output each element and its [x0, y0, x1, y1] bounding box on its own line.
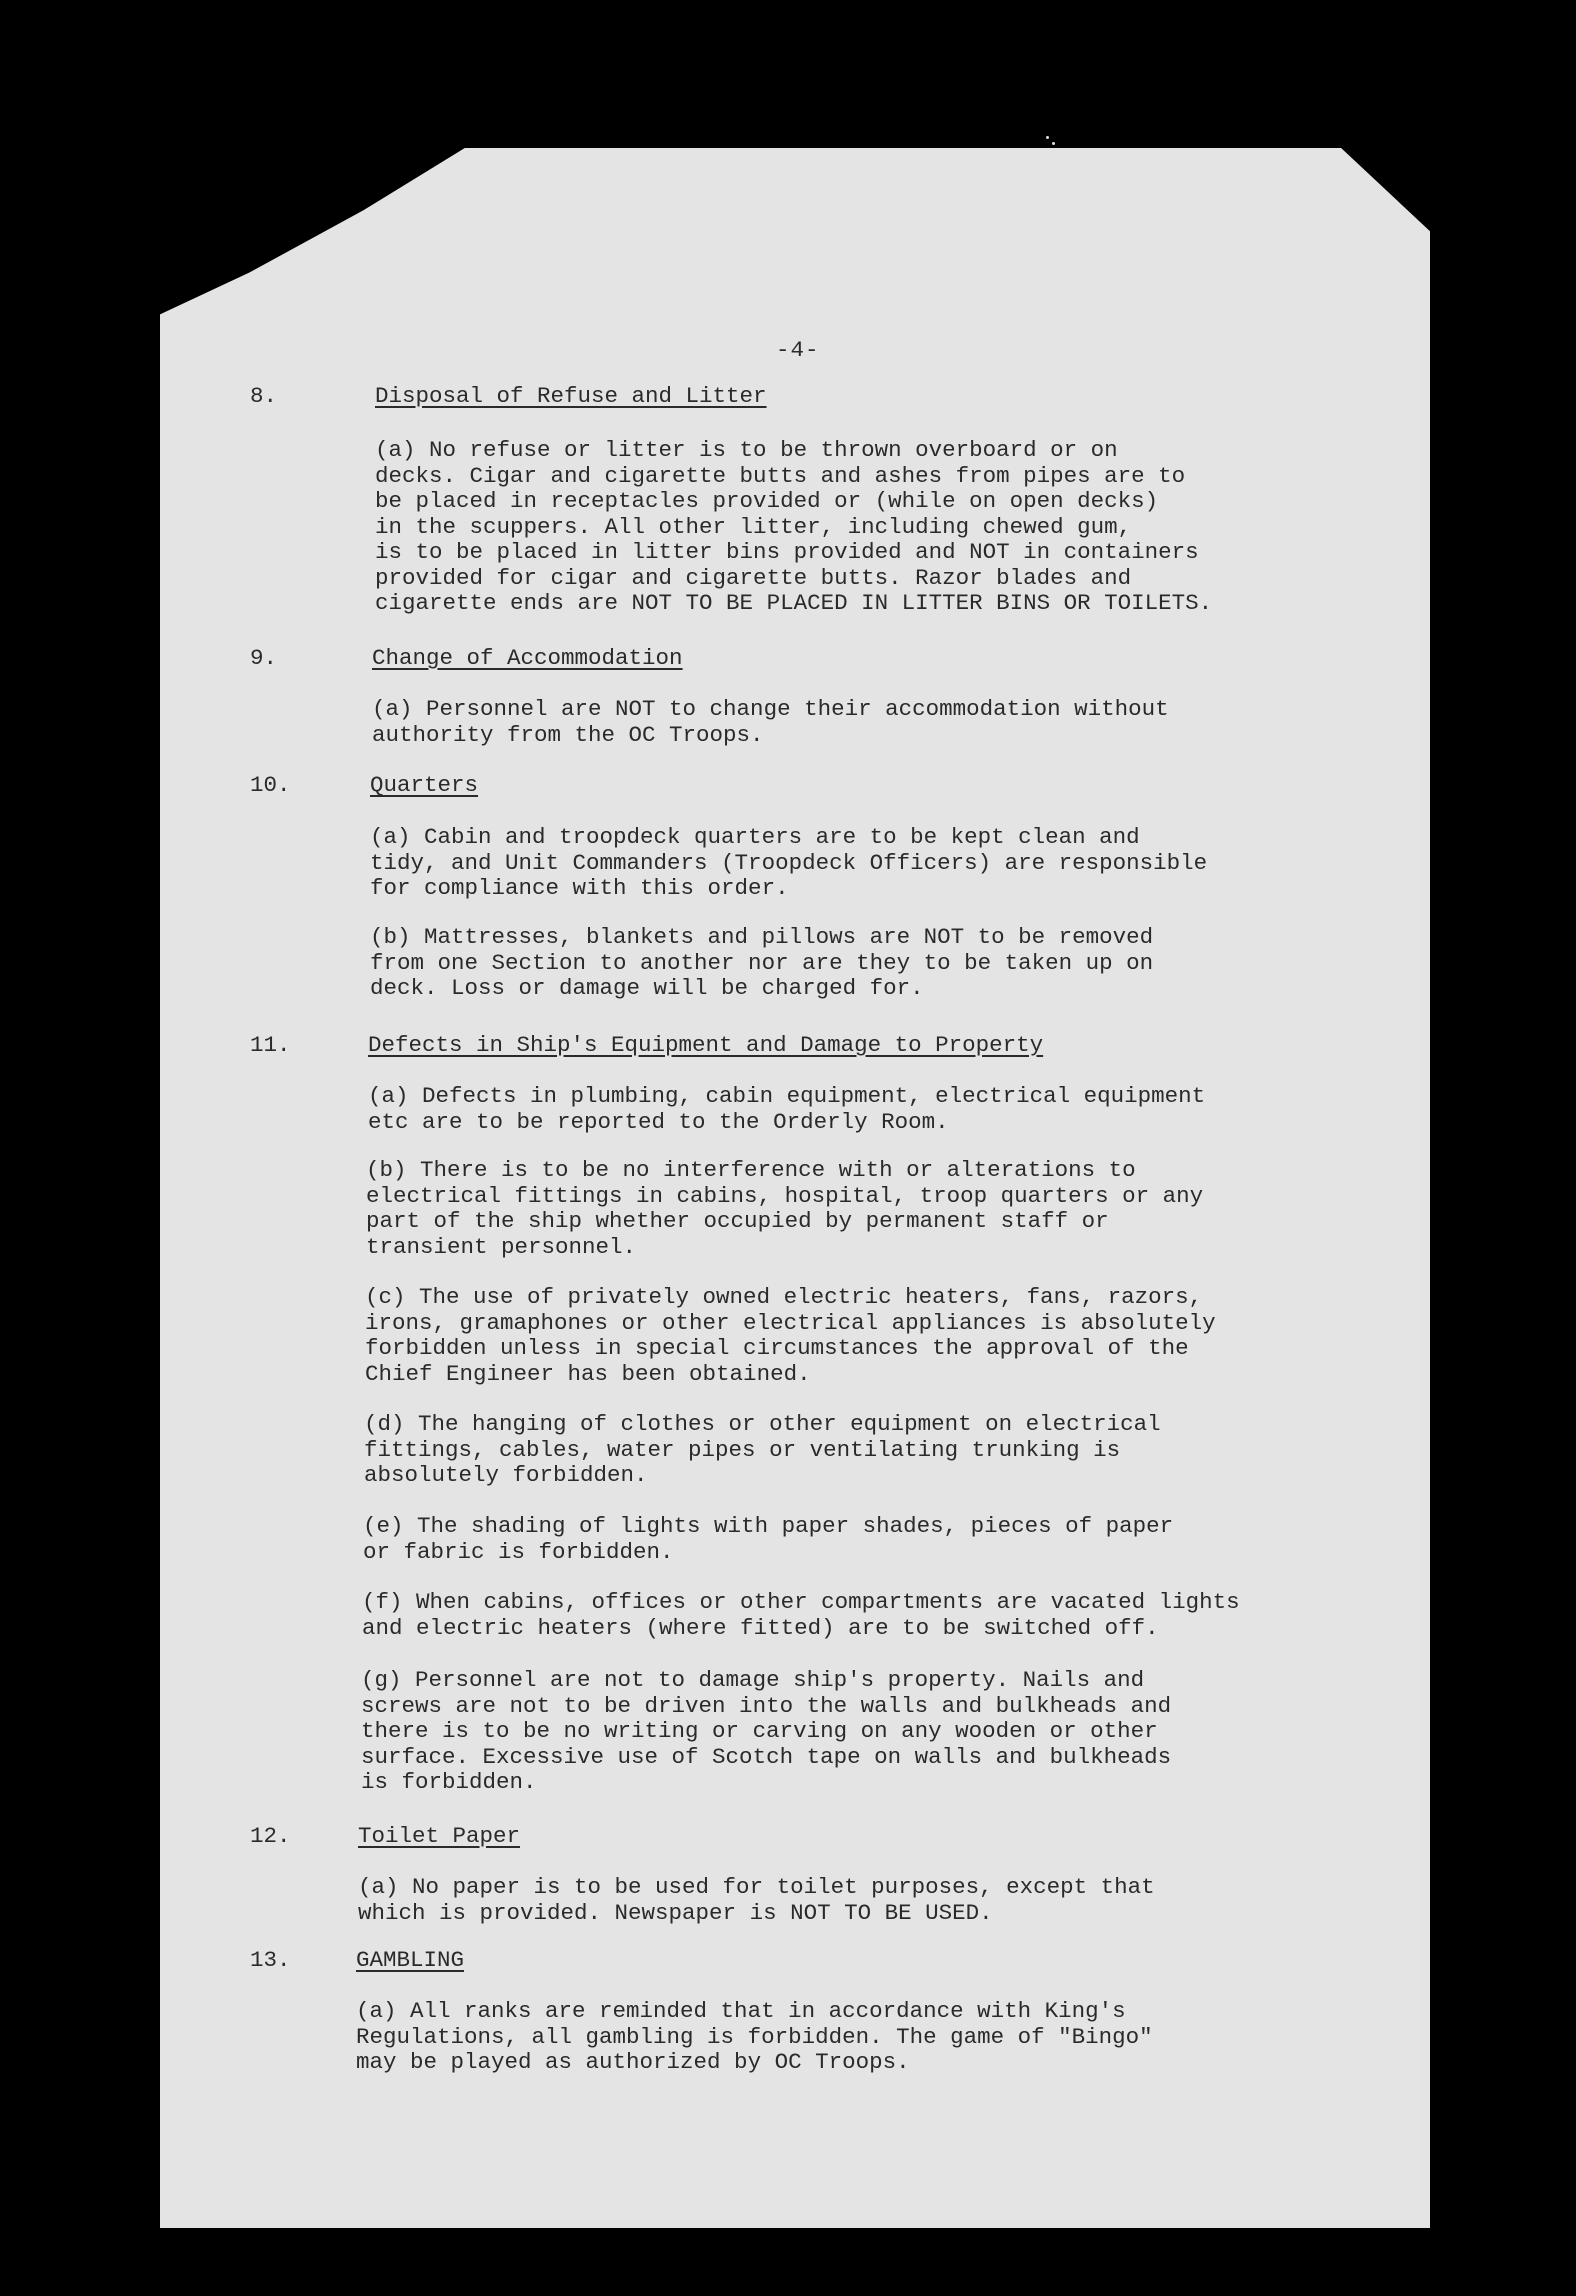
page-number: -4- [776, 337, 820, 363]
paragraph-10a: (a) Cabin and troopdeck quarters are to be kept clean and tidy, and Unit Commanders (Troopdeck Officers) are responsible for compliance with this order. [370, 824, 1208, 901]
paragraph-11b: (b) There is to be no interference with or alterations to electrical fittings in cabins, hospital, troop quarters or any part of the ship whether occupied by permanent staff or transient personnel. [366, 1157, 1204, 1260]
section-number: 13. [250, 1947, 291, 1973]
paragraph-10b: (b) Mattresses, blankets and pillows are NOT to be removed from one Section to another nor are they to be taken up on deck. Loss or damage will be charged for. [370, 924, 1154, 1001]
section-title: GAMBLING [356, 1947, 465, 1973]
paragraph-8a: (a) No refuse or litter is to be thrown overboard or on decks. Cigar and cigarette butts and ashes from pipes are to be placed in receptacles provided or (while on open decks) in the scuppers. All other litter, including chewed gum, is to be placed in litter bins provided and NOT in containers provided for cigar and cigarette butts. Razor blades and cigarette ends are NOT TO BE PLACED IN LITTER BINS OR TOILETS. [375, 437, 1213, 616]
paragraph-11d: (d) The hanging of clothes or other equipment on electrical fittings, cables, water pipes or ventilating trunking is absolutely forbidden. [364, 1411, 1161, 1488]
section-title: Toilet Paper [358, 1823, 521, 1849]
section-title: Change of Accommodation [372, 645, 683, 671]
paragraph-11f: (f) When cabins, offices or other compartments are vacated lights and electric heaters (where fitted) are to be switched off. [362, 1589, 1240, 1641]
section-title: Defects in Ship's Equipment and Damage to Property [368, 1032, 1044, 1058]
paragraph-9a: (a) Personnel are NOT to change their accommodation without authority from the OC Troops. [372, 696, 1169, 748]
section-number: 11. [250, 1032, 291, 1058]
section-number: 12. [250, 1823, 291, 1849]
paragraph-11c: (c) The use of privately owned electric heaters, fans, razors, irons, gramaphones or other electrical appliances is absolutely forbidden unless in special circumstances the approval of the Chief Engineer has been obtained. [365, 1284, 1216, 1387]
section-title: Disposal of Refuse and Litter [375, 383, 767, 409]
paragraph-11e: (e) The shading of lights with paper shades, pieces of paper or fabric is forbidden. [363, 1513, 1174, 1565]
section-number: 9. [250, 645, 278, 671]
section-number: 8. [250, 383, 278, 409]
paragraph-11g: (g) Personnel are not to damage ship's property. Nails and screws are not to be driven into the walls and bulkheads and there is to be no writing or carving on any wooden or other surface. Excessive use of Scotch tape on walls and bulkheads is forbidden. [361, 1667, 1172, 1795]
section-number: 10. [250, 772, 291, 798]
paragraph-13a: (a) All ranks are reminded that in accordance with King's Regulations, all gambling is forbidden. The game of "Bingo" may be played as authorized by OC Troops. [356, 1998, 1153, 2075]
section-title: Quarters [370, 772, 479, 798]
paragraph-11a: (a) Defects in plumbing, cabin equipment, electrical equipment etc are to be reported to the Orderly Room. [368, 1083, 1206, 1135]
paragraph-12a: (a) No paper is to be used for toilet purposes, except that which is provided. Newspaper is NOT TO BE USED. [358, 1874, 1155, 1926]
